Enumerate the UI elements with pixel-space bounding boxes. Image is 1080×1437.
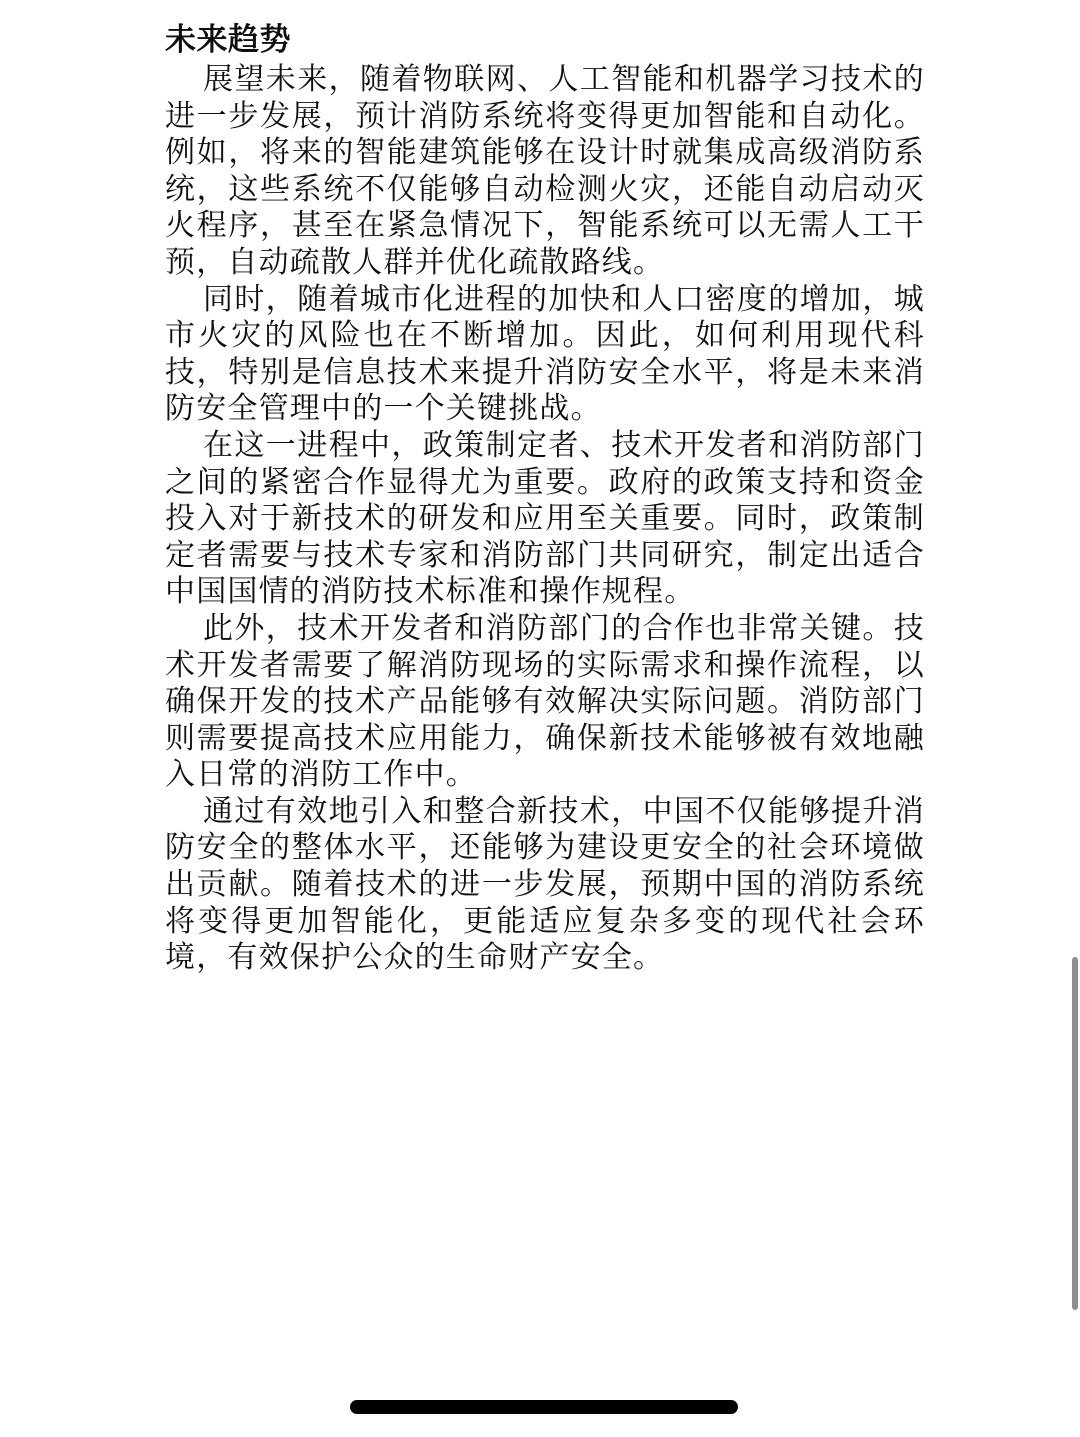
paragraph-2: 同时，随着城市化进程的加快和人口密度的增加，城市火灾的风险也在不断增加。因此，如何利用现代科技，特别是信息技术来提升消防安全水平，将是未来消防安全管理中的一个关键挑战。: [165, 281, 925, 427]
paragraph-4: 此外，技术开发者和消防部门的合作也非常关键。技术开发者需要了解消防现场的实际需求和操作流程，以确保开发的技术产品能够有效解决实际问题。消防部门则需要提高技术应用能力，确保新技术能够被有效地融入日常的消防工作中。: [165, 610, 925, 793]
paragraph-5: 通过有效地引入和整合新技术，中国不仅能够提升消防安全的整体水平，还能够为建设更安全的社会环境做出贡献。随着技术的进一步发展，预期中国的消防系统将变得更加智能化，更能适应复杂多变的现代社会环境，有效保护公众的生命财产安全。: [165, 793, 925, 976]
document-body: [165, 18, 925, 977]
section-heading: 未来趋势: [165, 22, 291, 58]
paragraph-1: 展望未来，随着物联网、人工智能和机器学习技术的进一步发展，预计消防系统将变得更加智能和自动化。例如，将来的智能建筑能够在设计时就集成高级消防系统，这些系统不仅能够自动检测火灾，还能自动启动灭火程序，甚至在紧急情况下，智能系统可以无需人工干预，自动疏散人群并优化疏散路线。: [165, 62, 925, 280]
paragraph-3: 在这一进程中，政策制定者、技术开发者和消防部门之间的紧密合作显得尤为重要。政府的政策支持和资金投入对于新技术的研发和应用至关重要。同时，政策制定者需要与技术专家和消防部门共同研究，制定出适合中国国情的消防技术标准和操作规程。: [165, 427, 925, 610]
vertical-scrollbar[interactable]: [1072, 957, 1078, 1310]
home-indicator[interactable]: [350, 1400, 738, 1414]
